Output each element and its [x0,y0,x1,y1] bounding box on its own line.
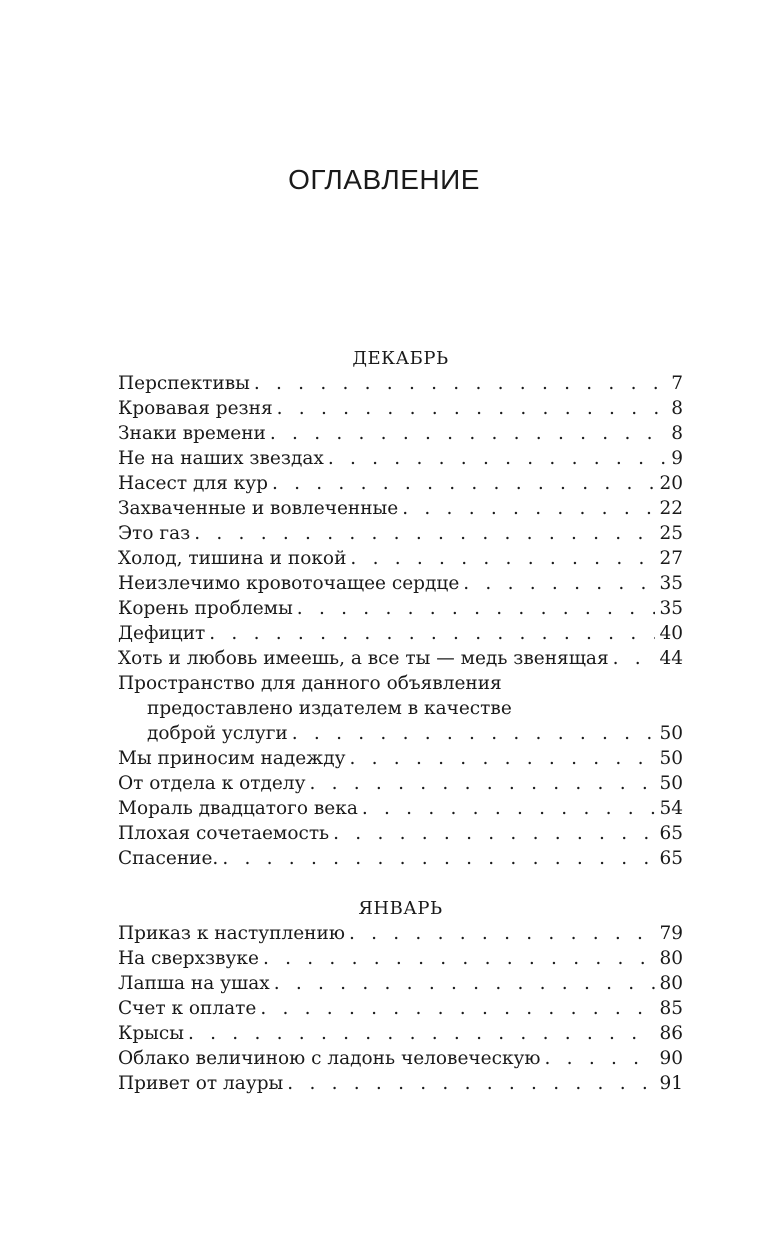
entry-page: 80 [659,973,683,994]
entry-page: 20 [659,473,683,494]
entry-title: Дефицит [118,623,206,644]
dot-leader [274,971,656,996]
dot-leader [613,646,656,671]
entry-page: 50 [659,773,683,794]
entry-page: 90 [659,1048,683,1069]
entry-page: 54 [659,798,683,819]
entry-title: Облако величиною с ладонь человеческую [118,1048,541,1069]
entry-title: Плохая сочетаемость [118,823,330,844]
entry-title: Мораль двадцатого века [118,798,358,819]
entry-page: 85 [659,998,683,1019]
entry-page: 25 [659,523,683,544]
dot-leader [263,946,656,971]
dot-leader [333,821,655,846]
dot-leader [349,921,656,946]
entry-title: Корень проблемы [118,598,293,619]
entry-page: 44 [659,648,683,669]
entry-title: Насест для кур [118,473,268,494]
entry-page: 35 [659,598,683,619]
entry-title: Это газ [118,523,191,544]
entry-title-line: Пространство для данного объявления [118,673,502,694]
dot-leader [272,471,656,496]
entry-page: 22 [659,498,683,519]
entry-title-line: доброй услуги [147,723,288,744]
entry-page: 91 [659,1073,683,1094]
dot-leader [402,496,655,521]
entry-title: От отдела к отделу [118,773,306,794]
dot-leader [545,1046,656,1071]
dot-leader [209,621,655,646]
entry-title: Мы приносим надежду [118,748,346,769]
dot-leader [362,796,656,821]
toc-entry[interactable] [118,946,683,971]
toc-entry[interactable] [118,396,683,421]
entry-title: Неизлечимо кровоточащее сердце [118,573,460,594]
dot-leader [270,421,667,446]
section-spacer [118,871,683,896]
section-heading-january: ЯНВАРЬ [358,898,443,919]
dot-leader [297,596,656,621]
entry-title: Спасение. [118,848,219,869]
toc-entry[interactable] [118,371,683,396]
toc-entry[interactable] [118,621,683,646]
entry-page: 86 [659,1023,683,1044]
entry-page: 35 [659,573,683,594]
entry-page: 7 [671,373,683,394]
entry-title: Не на наших звездах [118,448,324,469]
toc-entry[interactable] [118,421,683,446]
entry-title: Захваченные и вовлеченные [118,498,399,519]
entry-page: 9 [671,448,683,469]
toc-entry[interactable] [118,996,683,1021]
entry-page: 65 [659,848,683,869]
dot-leader [277,396,668,421]
entry-title: Хоть и любовь имеешь, а все ты — медь звенящая [118,648,609,669]
entry-title: Кровавая резня [118,398,273,419]
toc-entry[interactable] [118,1021,683,1046]
entry-page: 8 [671,398,683,419]
page-title: ОГЛАВЛЕНИЕ [288,164,480,195]
dot-leader [349,746,655,771]
entry-page: 8 [671,423,683,444]
entry-title: Крысы [118,1023,184,1044]
toc-entry[interactable] [118,771,683,796]
entry-page: 50 [659,748,683,769]
dot-leader [254,371,667,396]
table-of-contents [118,346,683,1096]
toc-entry[interactable] [118,446,683,471]
dot-leader [463,571,655,596]
toc-entry[interactable] [118,821,683,846]
entry-title: Счет к оплате [118,998,257,1019]
entry-title: На сверхзвуке [118,948,259,969]
dot-leader [350,546,655,571]
toc-entry[interactable] [118,521,683,546]
dot-leader [328,446,667,471]
dot-leader [188,1021,655,1046]
dot-leader [260,996,655,1021]
toc-entry[interactable] [118,546,683,571]
entry-title-line: предоставлено издателем в качестве [147,698,512,719]
toc-entry[interactable] [118,746,683,771]
entry-title: Приказ к наступлению [118,923,345,944]
toc-entry[interactable] [118,646,683,671]
dot-leader [194,521,655,546]
toc-entry[interactable] [118,1071,683,1096]
toc-entry[interactable] [118,921,683,946]
toc-entry[interactable] [118,971,683,996]
entry-page: 65 [659,823,683,844]
section-heading-december: ДЕКАБРЬ [352,348,449,369]
toc-entry[interactable] [118,721,683,746]
entry-title: Привет от лауры [118,1073,284,1094]
toc-entry[interactable] [118,796,683,821]
toc-entry[interactable] [118,596,683,621]
entry-title: Перспективы [118,373,250,394]
toc-entry[interactable] [118,1046,683,1071]
toc-entry[interactable] [118,471,683,496]
entry-title: Знаки времени [118,423,266,444]
dot-leader [309,771,655,796]
dot-leader [222,846,655,871]
toc-entry[interactable] [118,496,683,521]
entry-title: Холод, тишина и покой [118,548,347,569]
dot-leader [287,1071,655,1096]
dot-leader [292,721,656,746]
entry-page: 80 [659,948,683,969]
entry-title: Лапша на ушах [118,973,270,994]
toc-entry[interactable] [118,571,683,596]
toc-entry[interactable] [118,846,683,871]
entry-page: 40 [659,623,683,644]
entry-page: 27 [659,548,683,569]
entry-page: 79 [659,923,683,944]
entry-page: 50 [659,723,683,744]
